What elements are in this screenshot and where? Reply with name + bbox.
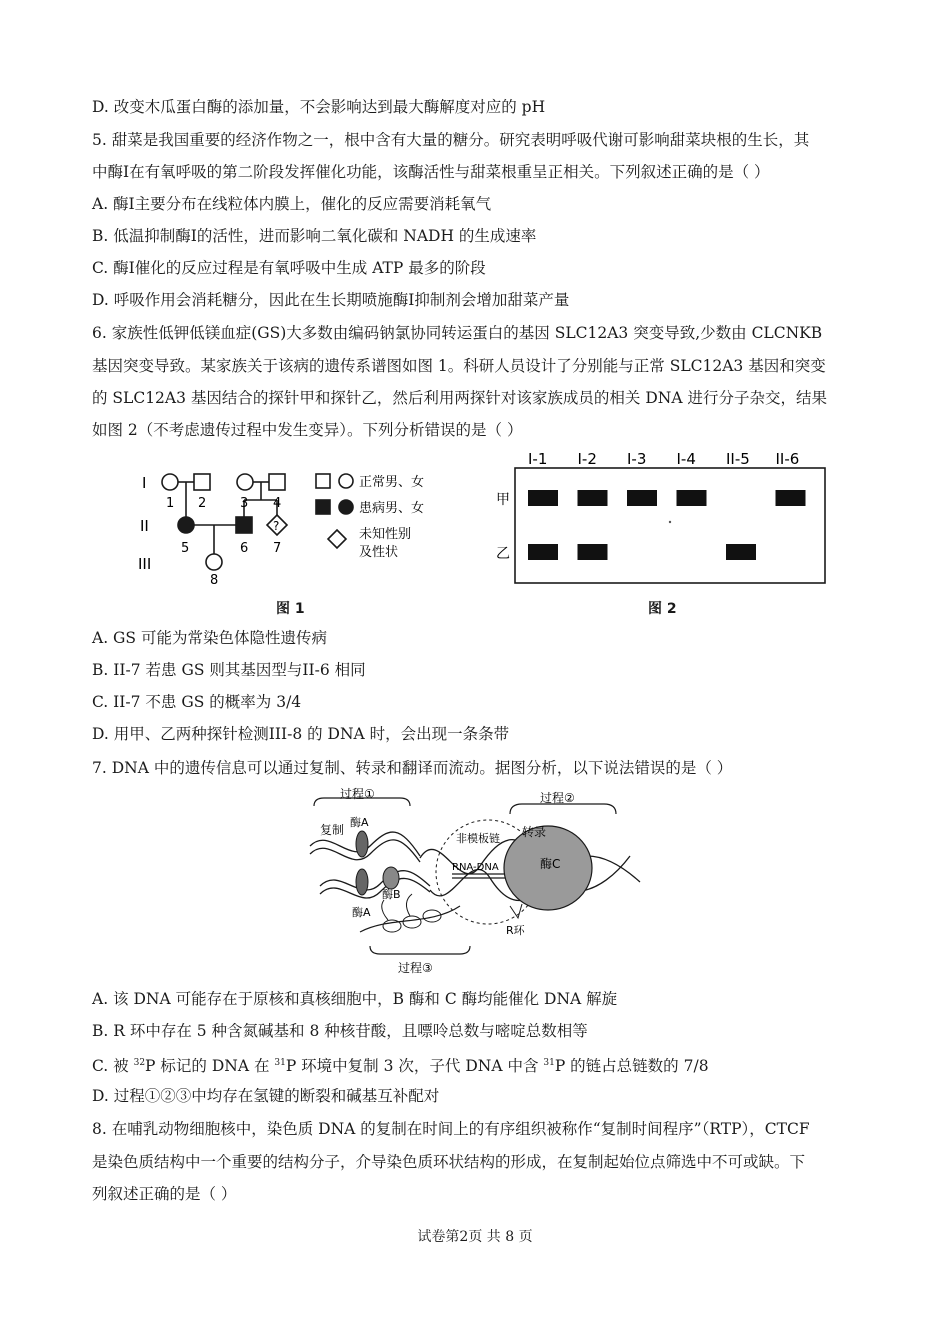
- option-7a: A. 该 DNA 可能存在于原核和真核细胞中，B 酶和 C 酶均能催化 DNA 解旋: [92, 990, 618, 1008]
- enzyme-a-bottom-label: 酶A: [352, 906, 371, 919]
- probe-jia-label: 甲: [496, 492, 510, 508]
- enzyme-b-label: 酶B: [382, 888, 401, 901]
- gel-column-label-i-2: I-2: [577, 450, 597, 468]
- question-6-stem-3: 的 SLC12A3 基因结合的探针甲和探针乙，然后利用两探针对该家族成员的相关 DNA 进行分子杂交，结果: [92, 389, 827, 407]
- question-5-stem-2: 中酶I在有氧呼吸的第二阶段发挥催化功能，该酶活性与甜菜根重呈正相关。下列叙述正确的是（ ）: [92, 163, 770, 181]
- process-1-label: 过程①: [340, 787, 375, 801]
- individual-3-label: 3: [240, 496, 249, 511]
- page-footer: 试卷第2页 共 8 页: [417, 1229, 533, 1245]
- option-6d: D. 用甲、乙两种探针检测III-8 的 DNA 时，会出现一条条带: [92, 725, 510, 743]
- option-7b: B. R 环中存在 5 种含氮碱基和 8 种核苷酸，且嘌呤总数与嘧啶总数相等: [92, 1022, 588, 1040]
- legend-unknown-label-1: 未知性别: [359, 527, 412, 542]
- enzyme-a-top-label: 酶A: [350, 816, 369, 829]
- question-6-stem-2: 基因突变导致。某家族关于该病的遗传系谱图如图 1。科研人员设计了分别能与正常 SLC12A3 基因和突变: [92, 357, 826, 375]
- replication-label: 复制: [320, 823, 345, 837]
- nontemplate-strand-label: 非模板链: [456, 832, 500, 845]
- option-7c-part-c: P 环境中复制 3 次，子代 DNA 中含: [285, 1057, 544, 1076]
- gel-band-jia-ii-6: [776, 490, 806, 506]
- gel-band-yi-i-1: [528, 544, 558, 560]
- gel-column-label-ii-5: II-5: [726, 450, 750, 468]
- option-7d: D. 过程①②③中均存在氢键的断裂和碱基互补配对: [92, 1087, 440, 1105]
- individual-4-label: 4: [273, 496, 282, 511]
- gel-column-label-ii-6: II-6: [775, 450, 800, 468]
- option-7c-part-b: P 标记的 DNA 在: [145, 1057, 275, 1076]
- figure-1-caption: 图 1: [276, 601, 305, 617]
- individual-2-label: 2: [198, 496, 207, 511]
- rna-dna-label: RNA-DNA: [452, 862, 499, 873]
- figure-2-caption: 图 2: [648, 601, 677, 617]
- question-6-stem-1: 6. 家族性低钾低镁血症(GS)大多数由编码钠氯协同转运蛋白的基因 SLC12A3 突变导致,少数由 CLCNKB: [92, 324, 823, 342]
- probe-yi-label: 乙: [496, 546, 510, 562]
- option-7c: [92, 1053, 872, 1076]
- question-8-stem-1: 8. 在哺乳动物细胞核中，染色质 DNA 的复制在时间上的有序组织被称作“复制时间程序”（RTP），CTCF: [92, 1120, 810, 1138]
- figure-1-pedigree: [130, 462, 460, 592]
- process-2-label: 过程②: [540, 791, 575, 805]
- transcription-label: 转录: [522, 825, 547, 839]
- gel-band-jia-i-4: [677, 490, 707, 506]
- generation-I-label: I: [142, 474, 147, 492]
- question-8-stem-3: 列叙述正确的是（ ）: [92, 1185, 237, 1203]
- option-5d: D. 呼吸作用会消耗糖分，因此在生长期喷施酶I抑制剂会增加甜菜产量: [92, 291, 570, 309]
- individual-7-unknown-mark: ?: [273, 519, 280, 533]
- legend-unknown-label-2: 及性状: [359, 545, 399, 560]
- legend-normal-label: 正常男、女: [359, 475, 425, 490]
- gel-band-yi-i-2: [578, 544, 608, 560]
- gel-band-yi-ii-5: [726, 544, 756, 560]
- generation-II-label: II: [140, 517, 149, 535]
- option-7c-part-d: P 的链占总链数的 7/8: [554, 1057, 709, 1076]
- r-loop-label: R环: [506, 924, 525, 937]
- option-7c-sup-2: 31: [274, 1058, 286, 1068]
- option-6b: B. II-7 若患 GS 则其基因型与II-6 相同: [92, 661, 366, 679]
- option-7c-part-a: C. 被: [92, 1057, 134, 1076]
- gel-column-label-i-1: I-1: [528, 450, 548, 468]
- option-5b: B. 低温抑制酶I的活性，进而影响二氧化碳和 NADH 的生成速率: [92, 227, 537, 245]
- gel-band-jia-i-2: [578, 490, 608, 506]
- generation-III-label: III: [138, 555, 152, 573]
- figure-2-gel: [490, 448, 835, 588]
- option-5c: C. 酶I催化的反应过程是有氧呼吸中生成 ATP 最多的阶段: [92, 259, 486, 277]
- option-6a: A. GS 可能为常染色体隐性遗传病: [92, 629, 327, 647]
- individual-7-label: 7: [273, 541, 282, 556]
- gel-band-jia-i-1: [528, 490, 558, 506]
- gel-column-label-i-3: I-3: [627, 450, 647, 468]
- individual-1-label: 1: [166, 496, 175, 511]
- option-7c-sup-3: 31: [543, 1058, 555, 1068]
- option-6c: C. II-7 不患 GS 的概率为 3/4: [92, 693, 302, 711]
- question-8-stem-2: 是染色质结构中一个重要的结构分子，介导染色质环状结构的形成，在复制起始位点筛选中不可或缺。下: [92, 1153, 806, 1171]
- figure-3-dna-processes: [300, 786, 650, 981]
- individual-6-label: 6: [240, 541, 249, 556]
- option-4d: D. 改变木瓜蛋白酶的添加量，不会影响达到最大酶解度对应的 pH: [92, 98, 546, 116]
- legend-affected-label: 患病男、女: [359, 501, 425, 516]
- gel-band-jia-i-3: [627, 490, 657, 506]
- individual-8-label: 8: [210, 573, 219, 588]
- process-3-label: 过程③: [398, 961, 433, 975]
- enzyme-c-label: 酶C: [540, 857, 561, 871]
- gel-column-label-i-4: I-4: [676, 450, 696, 468]
- question-7-stem: 7. DNA 中的遗传信息可以通过复制、转录和翻译而流动。据图分析，以下说法错误的是（ ）: [92, 759, 733, 777]
- individual-5-label: 5: [181, 541, 190, 556]
- question-6-stem-4: 如图 2（不考虑遗传过程中发生变异）。下列分析错误的是（ ）: [92, 421, 523, 439]
- question-5-stem-1: 5. 甜菜是我国重要的经济作物之一，根中含有大量的糖分。研究表明呼吸代谢可影响甜菜块根的生长，其: [92, 131, 810, 149]
- option-5a: A. 酶I主要分布在线粒体内膜上，催化的反应需要消耗氧气: [92, 195, 492, 213]
- option-7c-sup-1: 32: [133, 1058, 146, 1068]
